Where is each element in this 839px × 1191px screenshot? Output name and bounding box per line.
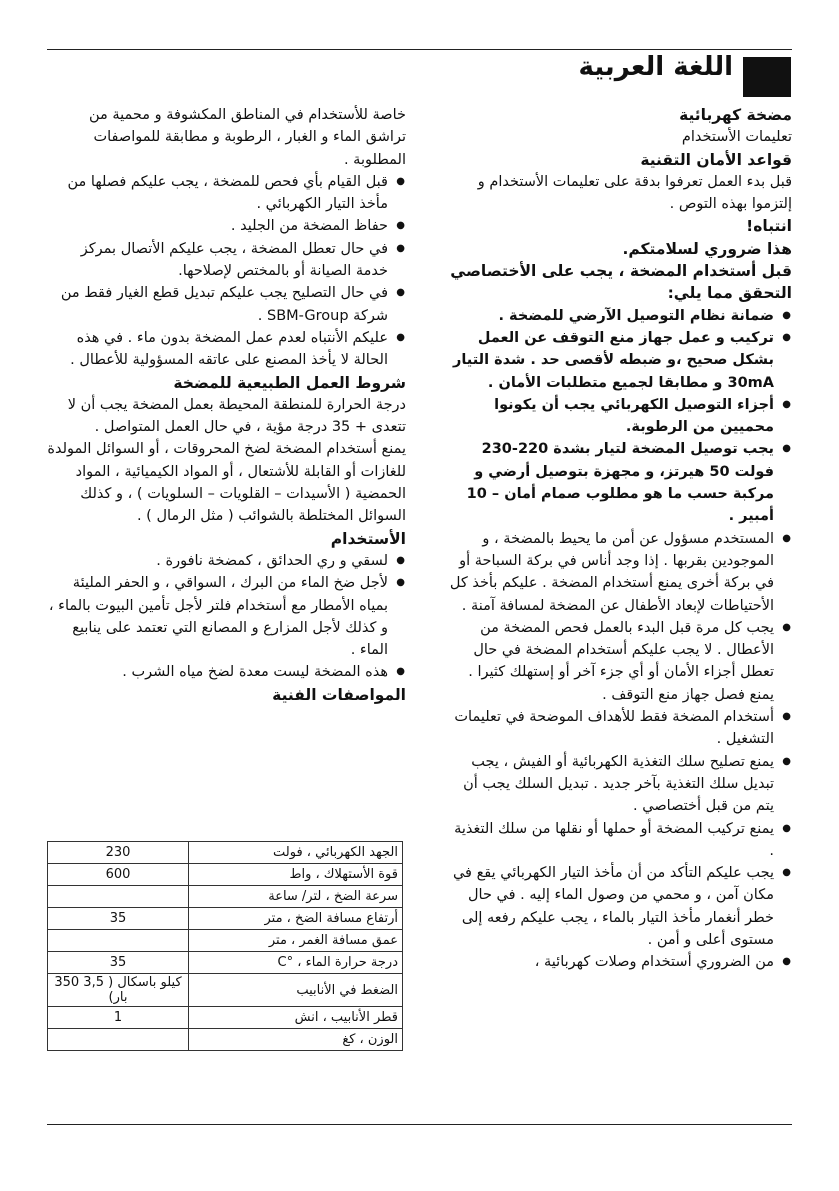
spec-value: 350 كيلو باسكال ( 3,5 بار) xyxy=(48,974,189,1007)
list-item: ● يمنع تركيب المضخة أو حملها أو نقلها من سلك التغذية . xyxy=(447,818,774,863)
table-row xyxy=(48,1007,403,1029)
list-item: ● يجب عليكم التأكد من أن مأخذ التيار الكهربائي يقع في مكان آمن ، و محمي من وصول الماء إليه . في حال خطر أنغمار مأخذ التيار بالماء ، يجب عليكم رفعه إلى مستوى أعلى و أمن . xyxy=(447,862,774,951)
section-heading: قبل أستخدام المضخة ، يجب على الأختصاصي التحقق مما يلي: xyxy=(450,262,792,303)
list-item: ● حفاظ المضخة من الجليد . xyxy=(46,215,388,237)
bullet-list xyxy=(447,305,792,974)
paragraph: خاصة للأستخدام في المناطق المكشوفة و محمية من تراشق الماء و الغبار ، الرطوبة و مطابقة للمواصفات المطلوبة . xyxy=(88,107,406,168)
left-column xyxy=(46,104,406,706)
table-row xyxy=(48,952,403,974)
section-heading: المواصفات الفنية xyxy=(272,685,406,704)
spec-label: سرعة الضخ ، لتر/ ساعة xyxy=(189,886,403,908)
list-item: ● يمنع تصليح سلك التغذية الكهربائية أو الفيش ، يجب تبديل سلك التغذية بآخر جديد . تبديل السلك يجب أن يتم من قبل أختصاصي . xyxy=(447,751,774,818)
spec-label: قطر الأنابيب ، انش xyxy=(189,1007,403,1029)
list-item: ● لسقي و ري الحدائق ، كمضخة نافورة . xyxy=(46,550,388,572)
list-item: ● يجب توصيل المضخة لتيار بشدة 220-230 فولت 50 هيرتز، و مجهزة بتوصيل أرضي و مركبة حسب ما هو مطلوب صمام أمان – 10 أمبير . xyxy=(447,438,774,527)
paragraph: يمنع أستخدام المضخة لضخ المحروقات ، أو السوائل المولدة للغازات أو القابلة للأشتعال ، أو المواد الكيميائية ، المواد الحمضية ( الأسيدات – القلويات – السلويات ) ، و كذلك السوائل المختلطة بالشوائب ( مثل الرمال ) . xyxy=(47,441,406,525)
spec-value: 35 xyxy=(48,908,189,930)
list-item: ● من الضروري أستخدام وصلات كهربائية ، xyxy=(447,951,774,973)
spec-label: الضغط في الأنابيب xyxy=(189,974,403,1007)
spec-label: الجهد الكهربائي ، فولت xyxy=(189,842,403,864)
table-row xyxy=(48,974,403,1007)
spec-value xyxy=(48,886,189,908)
paragraph: تعليمات الأستخدام xyxy=(681,129,792,146)
section-heading: شروط العمل الطبيعية للمضخة xyxy=(173,373,406,392)
spec-label: درجة حرارة الماء ، °C xyxy=(189,952,403,974)
paragraph: قبل بدء العمل تعرفوا بدقة على تعليمات الأستخدام و إلتزموا بهذه التوص . xyxy=(477,173,792,213)
bottom-rule xyxy=(47,1124,792,1125)
list-item: ● أستخدام المضخة فقط للأهداف الموضحة في تعليمات التشغيل . xyxy=(447,706,774,751)
spec-value xyxy=(48,930,189,952)
spec-label: أرتفاع مسافة الضخ ، متر xyxy=(189,908,403,930)
list-item: ● أجزاء التوصيل الكهربائي يجب أن يكونوا محميين من الرطوبة. xyxy=(447,394,774,439)
list-item: ● ضمانة نظام التوصيل الآرضي للمضخة . xyxy=(447,305,774,327)
top-rule xyxy=(47,49,792,50)
table-row xyxy=(48,1029,403,1051)
list-item: ● قبل القيام بأي فحص للمضخة ، يجب عليكم فصلها من مأخذ التيار الكهربائي . xyxy=(46,171,388,216)
table-row xyxy=(48,842,403,864)
section-heading: انتباه! xyxy=(746,217,792,236)
bullet-list xyxy=(46,171,406,372)
list-item: ● عليكم الأنتباه لعدم عمل المضخة بدون ماء . في هذه الحالة لا يأخذ المصنع على عاتقه المسؤولية للأعطال . xyxy=(46,327,388,372)
section-heading: مضخة كهربائية xyxy=(679,106,792,124)
language-marker-box xyxy=(743,57,791,97)
spec-label: الوزن ، كغ xyxy=(189,1029,403,1051)
section-heading: هذا ضروري لسلامتكم. xyxy=(622,239,792,258)
spec-label: قوة الأستهلاك ، واط xyxy=(189,864,403,886)
paragraph: درجة الحرارة للمنطقة المحيطة بعمل المضخة يجب أن لا تتعدى + 35 درجة مؤية ، في حال العمل المتواصل . xyxy=(67,396,406,436)
list-item: ● يجب كل مرة قبل البدء بالعمل فحص المضخة من الأعطال . لا يجب عليكم أستخدام المضخة في حال تعطل أجزاء الأمان أو أي جزء آخر أو إستهلك كثيرا . يمنع فصل جهاز منع التوقف . xyxy=(447,617,774,706)
spec-value: 35 xyxy=(48,952,189,974)
spec-value: 230 xyxy=(48,842,189,864)
list-item: ● هذه المضخة ليست معدة لضخ مياه الشرب . xyxy=(46,661,388,683)
list-item: ● لأجل ضخ الماء من البرك ، السواقي ، و الحفر المليئة بمياه الأمطار مع أستخدام فلتر لأجل تأمين البيوت بالماء ، و كذلك لأجل المزارع و المصانع التي تعتمد على ينابيع الماء . xyxy=(46,572,388,661)
section-heading: قواعد الأمان التقنية xyxy=(640,150,792,169)
list-item: ● المستخدم مسؤول عن أمن ما يحيط بالمضخة ، و الموجودين بقربها . إذا وجد أناس في بركة السباحة أو في بركة أخرى يمنع أستخدام المضخة . عليكم بأخذ كل الأحتياطات لإبعاد الأطفال عن المضخة لمسافة آمنة . xyxy=(447,528,774,617)
table-row xyxy=(48,886,403,908)
table-row xyxy=(48,864,403,886)
specs-table xyxy=(47,841,403,1051)
spec-label: عمق مسافة الغمر ، متر xyxy=(189,930,403,952)
language-title: اللغة العربية xyxy=(578,52,733,82)
table-row xyxy=(48,930,403,952)
spec-value: 1 xyxy=(48,1007,189,1029)
spec-value: 600 xyxy=(48,864,189,886)
table-row xyxy=(48,908,403,930)
list-item: ● في حال التصليح يجب عليكم تبديل قطع الغيار فقط من شركة SBM-Group . xyxy=(46,282,388,327)
spec-value xyxy=(48,1029,189,1051)
bullet-list xyxy=(46,550,406,684)
section-heading: الأستخدام xyxy=(330,529,406,548)
right-column xyxy=(447,104,792,974)
list-item: ● تركيب و عمل جهاز منع التوقف عن العمل بشكل صحيح ،و ضبطه لأقصى حد . شدة التيار 30mA و مطابقا لجميع متطلبات الأمان . xyxy=(447,327,774,394)
list-item: ● في حال تعطل المضخة ، يجب عليكم الأتصال بمركز خدمة الصيانة أو بالمختص لإصلاحها. xyxy=(46,238,388,283)
